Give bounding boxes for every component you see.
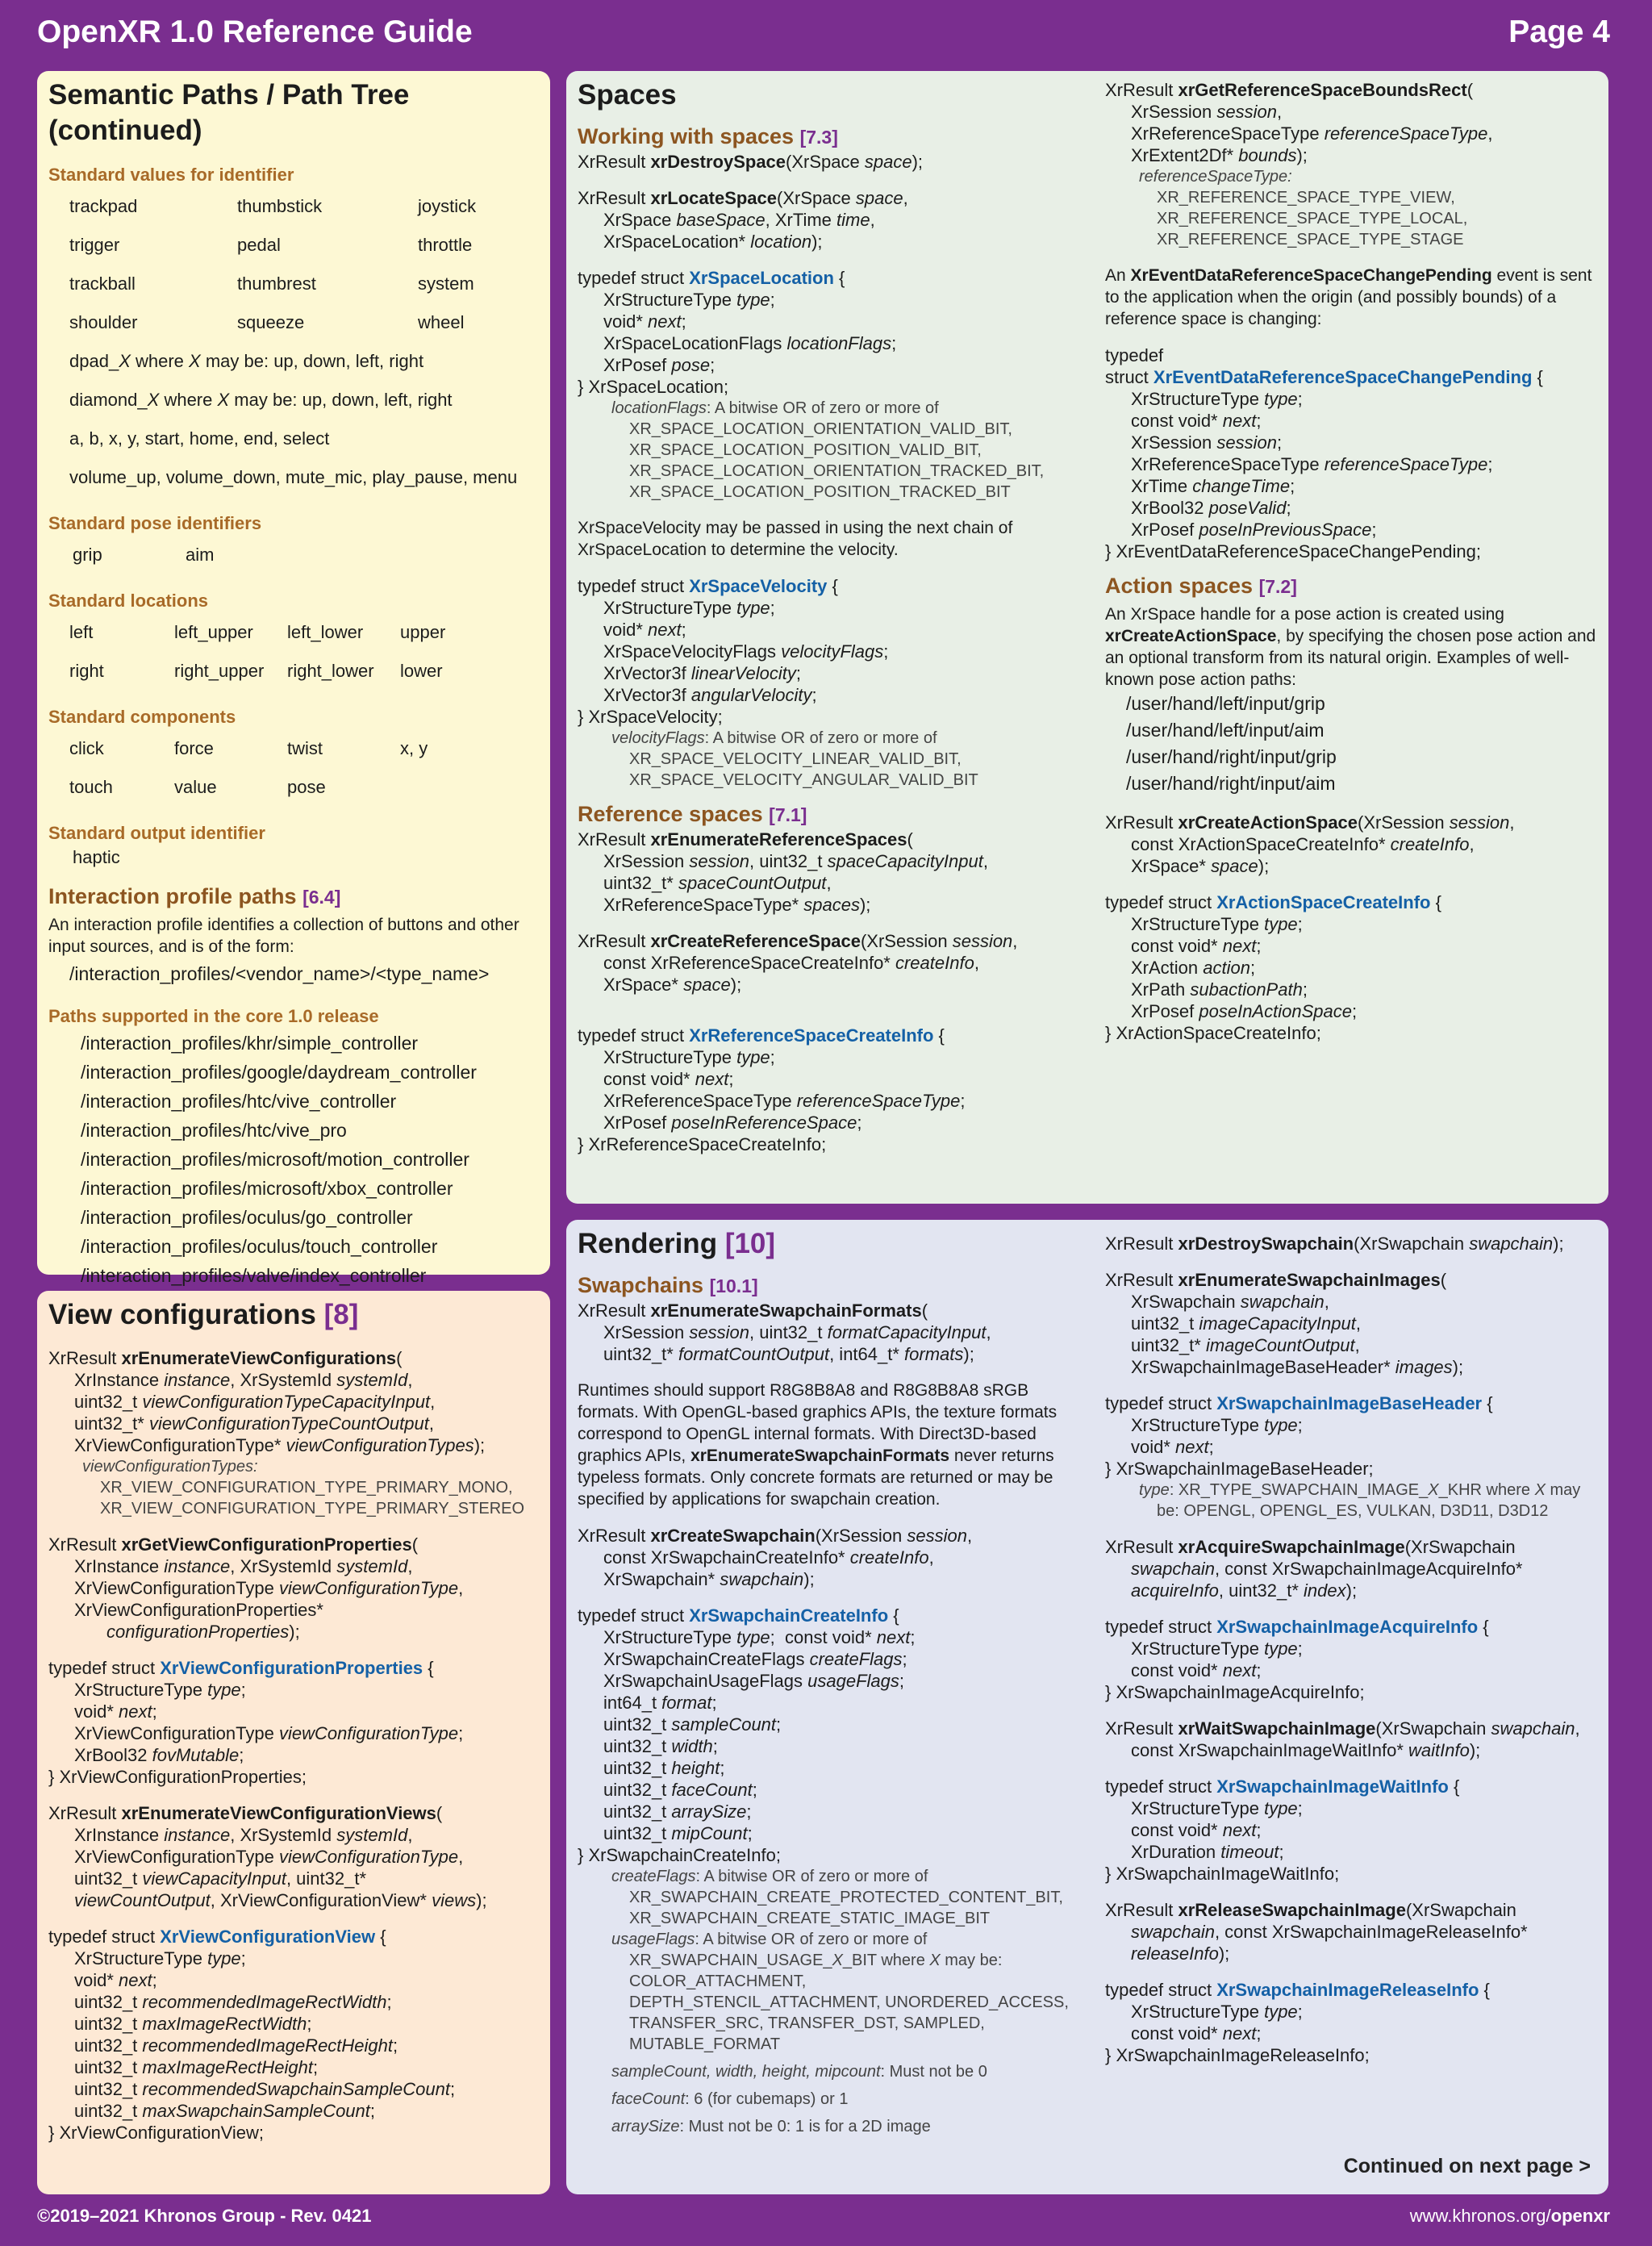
interaction-profile-path: /interaction_profiles/microsoft/xbox_controller: [81, 1178, 453, 1199]
code-line: XrSpaceLocationFlags locationFlags;: [603, 333, 897, 353]
identifier-value: joystick: [418, 196, 477, 216]
locations-grid: [69, 613, 540, 691]
code-line: XrAction action;: [1131, 958, 1256, 978]
location-value: lower: [400, 661, 443, 681]
interaction-profile-path: /interaction_profiles/google/daydream_controller: [81, 1062, 477, 1083]
code-line: } XrEventDataReferenceSpaceChangePending;: [1105, 541, 1481, 562]
code-line: const void* next;: [1131, 411, 1262, 431]
code-line: uint32_t recommendedImageRectWidth;: [74, 1992, 392, 2012]
code-line: XrResult xrLocateSpace(XrSpace space,: [578, 188, 908, 208]
code-line: const void* next;: [1131, 1820, 1262, 1840]
code-line: uint32_t arraySize;: [603, 1801, 752, 1822]
code-line: XrStructureType type;: [1131, 2002, 1303, 2022]
footer-copyright: ©2019–2021 Khronos Group - Rev. 0421: [37, 2206, 372, 2226]
code-note: XR_SPACE_VELOCITY_ANGULAR_VALID_BIT: [629, 771, 978, 789]
continued-note: Continued on next page >: [1343, 2155, 1591, 2177]
code-line: uint32_t* imageCountOutput,: [1131, 1335, 1360, 1355]
spaces-left-column: [578, 123, 1094, 1155]
code-note: XR_SPACE_VELOCITY_LINEAR_VALID_BIT,: [629, 750, 962, 768]
code-line: XrReferenceSpaceType referenceSpaceType;: [1131, 454, 1493, 474]
code-note: DEPTH_STENCIL_ATTACHMENT, UNORDERED_ACCESS,: [629, 1993, 1069, 2011]
code-line: const XrSwapchainCreateInfo* createInfo,: [603, 1547, 934, 1568]
code-line: } XrSwapchainImageBaseHeader;: [1105, 1459, 1374, 1479]
section-heading: Action spaces [7.2]: [1105, 574, 1297, 598]
panel-title: Spaces: [578, 79, 677, 111]
code-line: XrResult xrEnumerateViewConfigurationViews(: [48, 1803, 443, 1823]
section-heading: Paths supported in the core 1.0 release: [48, 1006, 379, 1026]
code-line: uint32_t imageCapacityInput,: [1131, 1313, 1361, 1334]
code-note: XR_REFERENCE_SPACE_TYPE_STAGE: [1157, 231, 1464, 248]
code-line: void* next;: [603, 620, 686, 640]
code-line: typedef struct XrSwapchainCreateInfo {: [578, 1605, 899, 1626]
code-line: XrSession session,: [1131, 102, 1283, 122]
code-line: const void* next;: [1131, 936, 1262, 956]
code-line: XrStructureType type;: [1131, 1639, 1303, 1659]
pose-action-path: /user/hand/left/input/grip: [1126, 693, 1325, 714]
rendering-right-column: [1105, 1233, 1599, 2066]
spaces-panel: [566, 71, 1608, 1204]
code-note: COLOR_ATTACHMENT,: [629, 1973, 807, 1990]
code-line: } XrSwapchainCreateInfo;: [578, 1845, 781, 1865]
code-line: void* next;: [74, 1701, 157, 1722]
description-text: XrSpaceVelocity may be passed in using the next chain of XrSpaceLocation to determine the velocity.: [578, 519, 1013, 559]
code-line: XrResult xrEnumerateSwapchainImages(: [1105, 1270, 1447, 1290]
code-line: typedef struct XrSwapchainImageWaitInfo {: [1105, 1776, 1460, 1797]
volume-line: volume_up, volume_down, mute_mic, play_pause, menu: [69, 467, 518, 487]
location-value: left_upper: [174, 622, 253, 642]
code-line: XrStructureType type; const void* next;: [603, 1627, 916, 1647]
code-line: viewCountOutput, XrViewConfigurationView* views);: [74, 1890, 487, 1910]
code-note: XR_VIEW_CONFIGURATION_TYPE_PRIMARY_MONO,: [100, 1479, 513, 1497]
section-heading: Standard locations: [48, 591, 209, 611]
pose-action-path: /user/hand/right/input/grip: [1126, 746, 1337, 767]
pose-action-path: /user/hand/right/input/aim: [1126, 773, 1336, 794]
location-value: right_upper: [174, 661, 265, 681]
identifier-grid: [69, 187, 540, 342]
code-line: XrPosef poseInPreviousSpace;: [1131, 520, 1377, 540]
code-line: uint32_t sampleCount;: [603, 1714, 782, 1735]
code-line: XrSpace baseSpace, XrTime time,: [603, 210, 875, 230]
interaction-profile-path: /interaction_profiles/khr/simple_controller: [81, 1033, 419, 1054]
identifier-value: squeeze: [237, 312, 305, 332]
component-value: value: [174, 777, 217, 797]
code-line: XrStructureType type;: [74, 1948, 246, 1968]
code-line: XrStructureType type;: [1131, 914, 1303, 934]
code-line: XrExtent2Df* bounds);: [1131, 145, 1308, 165]
identifier-value: system: [418, 273, 474, 294]
code-line: XrSession session, uint32_t formatCapacityInput,: [603, 1322, 991, 1342]
dpad-line: dpad_X where X may be: up, down, left, right: [69, 351, 424, 371]
code-line: XrStructureType type;: [1131, 1798, 1303, 1818]
code-line: XrReferenceSpaceType referenceSpaceType,: [1131, 123, 1493, 144]
code-note: sampleCount, width, height, mipcount: Must not be 0: [611, 2063, 987, 2081]
section-heading: Standard output identifier: [48, 823, 265, 843]
description-text: An XrSpace handle for a pose action is created using xrCreateActionSpace, by specifying the chosen pose action and an optional transform from its natural origin. Examples of well-known pose action paths:: [1105, 605, 1596, 689]
code-line: XrStructureType type;: [1131, 1415, 1303, 1435]
code-line: } XrSwapchainImageWaitInfo;: [1105, 1864, 1340, 1884]
location-value: left_lower: [287, 622, 364, 642]
code-note: referenceSpaceType:: [1139, 168, 1292, 186]
code-note: createFlags: A bitwise OR of zero or more of: [611, 1868, 928, 1885]
code-line: swapchain, const XrSwapchainImageReleaseInfo*: [1131, 1922, 1528, 1942]
code-note: XR_SPACE_LOCATION_ORIENTATION_VALID_BIT,: [629, 420, 1012, 438]
component-value: pose: [287, 777, 326, 797]
identifier-value: pedal: [237, 235, 281, 255]
code-line: XrResult xrReleaseSwapchainImage(XrSwapchain: [1105, 1900, 1516, 1920]
pose-grid: [73, 536, 540, 574]
code-line: XrSpaceLocation* location);: [603, 232, 823, 252]
pose-action-path: /user/hand/left/input/aim: [1126, 720, 1325, 741]
code-line: } XrViewConfigurationProperties;: [48, 1767, 307, 1787]
code-line: XrSpaceVelocityFlags velocityFlags;: [603, 641, 889, 662]
code-note: usageFlags: A bitwise OR of zero or more of: [611, 1931, 928, 1948]
code-note: XR_REFERENCE_SPACE_TYPE_VIEW,: [1157, 189, 1455, 207]
code-line: XrViewConfigurationType viewConfigurationType,: [74, 1847, 464, 1867]
code-note: XR_SPACE_LOCATION_POSITION_TRACKED_BIT: [629, 483, 1011, 501]
code-line: uint32_t recommendedSwapchainSampleCount;: [74, 2079, 456, 2099]
location-value: right: [69, 661, 104, 681]
pose-identifier: aim: [186, 545, 215, 565]
code-line: XrReferenceSpaceType referenceSpaceType;: [603, 1091, 966, 1111]
code-line: XrSpace* space);: [1131, 856, 1270, 876]
code-line: typedef struct XrViewConfigurationProperties {: [48, 1658, 434, 1678]
code-line: } XrReferenceSpaceCreateInfo;: [578, 1134, 827, 1154]
code-line: XrViewConfigurationType viewConfigurationType,: [74, 1578, 464, 1598]
ipp-form: /interaction_profiles/<vendor_name>/<type_name>: [69, 963, 490, 984]
code-line: XrResult xrEnumerateSwapchainFormats(: [578, 1300, 928, 1321]
code-line: XrResult xrWaitSwapchainImage(XrSwapchain swapchain,: [1105, 1718, 1580, 1739]
code-line: XrResult xrEnumerateViewConfigurations(: [48, 1348, 403, 1368]
ipp-description: An interaction profile identifies a collection of buttons and other input sources, and is of the form:: [48, 916, 519, 956]
code-line: typedef struct XrSwapchainImageAcquireInfo {: [1105, 1617, 1489, 1637]
identifier-value: trackball: [69, 273, 136, 294]
code-line: XrResult xrGetViewConfigurationProperties(: [48, 1534, 419, 1555]
code-line: XrVector3f angularVelocity;: [603, 685, 817, 705]
code-line: XrReferenceSpaceType* spaces);: [603, 895, 871, 915]
pose-identifier: grip: [73, 545, 102, 565]
identifier-value: wheel: [418, 312, 465, 332]
interaction-profile-path: /interaction_profiles/htc/vive_pro: [81, 1120, 347, 1141]
code-line: XrBool32 fovMutable;: [74, 1745, 244, 1765]
panel-title: Semantic Paths / Path Tree (continued): [48, 79, 410, 146]
keys-line: a, b, x, y, start, home, end, select: [69, 428, 330, 449]
code-line: XrSwapchainImageBaseHeader* images);: [1131, 1357, 1464, 1377]
code-line: XrSwapchainUsageFlags usageFlags;: [603, 1671, 905, 1691]
identifier-value: thumbrest: [237, 273, 316, 294]
code-note: MUTABLE_FORMAT: [629, 2035, 781, 2053]
code-line: XrResult xrCreateReferenceSpace(XrSession session,: [578, 931, 1018, 951]
code-note: locationFlags: A bitwise OR of zero or more of: [611, 399, 939, 417]
description-text: An XrEventDataReferenceSpaceChangePending event is sent to the application when the origin (and possibly bounds) of a reference space is changing:: [1105, 266, 1592, 328]
identifier-value: thumbstick: [237, 196, 323, 216]
code-note: XR_SWAPCHAIN_CREATE_STATIC_IMAGE_BIT: [629, 1910, 991, 1927]
code-line: typedef: [1105, 345, 1164, 365]
code-line: } XrSpaceVelocity;: [578, 707, 723, 727]
code-line: XrResult xrDestroySpace(XrSpace space);: [578, 152, 924, 172]
code-line: XrViewConfigurationType* viewConfigurationTypes);: [74, 1435, 486, 1455]
interaction-profile-path: /interaction_profiles/valve/index_controller: [81, 1265, 427, 1286]
code-line: } XrSwapchainImageAcquireInfo;: [1105, 1682, 1365, 1702]
code-line: uint32_t maxImageRectWidth;: [74, 2014, 312, 2034]
code-note: XR_VIEW_CONFIGURATION_TYPE_PRIMARY_STEREO: [100, 1500, 525, 1518]
code-line: uint32_t viewCapacityInput, uint32_t*: [74, 1868, 367, 1889]
code-line: XrVector3f linearVelocity;: [603, 663, 801, 683]
code-line: XrStructureType type;: [603, 1047, 775, 1067]
code-note: velocityFlags: A bitwise OR of zero or more of: [611, 729, 937, 747]
code-line: XrResult xrEnumerateReferenceSpaces(: [578, 829, 913, 850]
code-line: void* next;: [1131, 1437, 1214, 1457]
code-note: be: OPENGL, OPENGL_ES, VULKAN, D3D11, D3D12: [1157, 1502, 1549, 1520]
diamond-line: diamond_X where X may be: up, down, left, right: [69, 390, 453, 410]
footer-url[interactable]: www.khronos.org/openxr: [1409, 2206, 1610, 2226]
location-value: upper: [400, 622, 446, 642]
panel-title: View configurations [8]: [48, 1299, 359, 1330]
code-line: typedef struct XrActionSpaceCreateInfo {: [1105, 892, 1441, 912]
code-note: XR_SWAPCHAIN_CREATE_PROTECTED_CONTENT_BIT,: [629, 1889, 1063, 1906]
code-line: int64_t format;: [603, 1693, 717, 1713]
code-line: uint32_t recommendedImageRectHeight;: [74, 2035, 398, 2056]
code-line: XrInstance instance, XrSystemId systemId,: [74, 1825, 413, 1845]
component-value: x, y: [400, 738, 428, 758]
code-line: XrSession session, uint32_t spaceCapacityInput,: [603, 851, 988, 871]
ipp-heading: Interaction profile paths [6.4]: [48, 884, 341, 908]
identifier-value: trackpad: [69, 196, 138, 216]
code-note: XR_SPACE_LOCATION_POSITION_VALID_BIT,: [629, 441, 982, 459]
section-heading: Standard pose identifiers: [48, 513, 262, 533]
description-text: Runtimes should support R8G8B8A8 and R8G8B8A8 sRGB formats. With OpenGL-based graphics APIs, the texture formats correspond to OpenGL internal formats. With Direct3D-based graphics APIs, xrEnumerateSwapchainFormats never returns typeless formats. Only concrete formats are returned or may be specified by applications for swapchain creation.: [578, 1381, 1058, 1509]
code-line: releaseInfo);: [1131, 1943, 1230, 1964]
code-line: const XrActionSpaceCreateInfo* createInfo,: [1131, 834, 1475, 854]
code-line: configurationProperties);: [106, 1622, 300, 1642]
view-configurations-panel: [37, 1291, 550, 2194]
code-line: uint32_t maxImageRectHeight;: [74, 2057, 319, 2077]
location-value: right_lower: [287, 661, 374, 681]
identifier-value: trigger: [69, 235, 120, 255]
component-value: touch: [69, 777, 113, 797]
code-line: XrResult xrCreateSwapchain(XrSession session,: [578, 1526, 973, 1546]
code-line: XrPosef poseInReferenceSpace;: [603, 1113, 862, 1133]
code-line: uint32_t viewConfigurationTypeCapacityInput,: [74, 1392, 436, 1412]
code-line: XrViewConfigurationProperties*: [74, 1600, 323, 1620]
code-line: } XrSpaceLocation;: [578, 377, 729, 397]
code-line: XrBool32 poseValid;: [1131, 498, 1291, 518]
code-line: XrResult xrCreateActionSpace(XrSession session,: [1105, 812, 1515, 833]
code-line: uint32_t maxSwapchainSampleCount;: [74, 2101, 376, 2121]
code-line: XrTime changeTime;: [1131, 476, 1295, 496]
code-line: XrPath subactionPath;: [1131, 979, 1308, 1000]
section-heading: Working with spaces [7.3]: [578, 124, 838, 148]
page-title: OpenXR 1.0 Reference Guide: [37, 15, 473, 49]
code-line: XrResult xrAcquireSwapchainImage(XrSwapchain: [1105, 1537, 1516, 1557]
code-line: XrStructureType type;: [74, 1680, 246, 1700]
code-line: XrSwapchain* swapchain);: [603, 1569, 815, 1589]
code-line: typedef struct XrViewConfigurationView {: [48, 1927, 386, 1947]
rendering-left-column: [578, 1271, 1094, 2137]
code-line: uint32_t* viewConfigurationTypeCountOutput,: [74, 1413, 434, 1434]
code-note: viewConfigurationTypes:: [82, 1458, 258, 1476]
semantic-paths-panel: [37, 71, 550, 1286]
component-value: twist: [287, 738, 323, 758]
code-line: typedef struct XrSpaceVelocity {: [578, 576, 838, 596]
code-line: uint32_t mipCount;: [603, 1823, 753, 1843]
code-line: XrViewConfigurationType viewConfigurationType;: [74, 1723, 464, 1743]
code-line: } XrSwapchainImageReleaseInfo;: [1105, 2045, 1370, 2065]
code-line: struct XrEventDataReferenceSpaceChangePending {: [1105, 367, 1543, 387]
code-line: XrInstance instance, XrSystemId systemId,: [74, 1556, 413, 1576]
location-value: left: [69, 622, 94, 642]
code-line: XrDuration timeout;: [1131, 1842, 1284, 1862]
code-line: XrStructureType type;: [603, 290, 775, 310]
output-identifier: haptic: [73, 847, 120, 867]
code-line: typedef struct XrSwapchainImageReleaseInfo {: [1105, 1980, 1490, 2000]
code-line: } XrViewConfigurationView;: [48, 2123, 265, 2143]
interaction-profile-path: /interaction_profiles/htc/vive_controller: [81, 1091, 397, 1112]
code-line: uint32_t height;: [603, 1758, 725, 1778]
identifier-value: throttle: [418, 235, 473, 255]
code-line: XrInstance instance, XrSystemId systemId,: [74, 1370, 413, 1390]
code-line: } XrActionSpaceCreateInfo;: [1105, 1023, 1321, 1043]
spaces-right-column: [1105, 79, 1599, 1044]
code-note: XR_SWAPCHAIN_USAGE_X_BIT where X may be:: [629, 1952, 1003, 1969]
code-line: XrResult xrDestroySwapchain(XrSwapchain swapchain);: [1105, 1234, 1564, 1254]
code-line: const void* next;: [603, 1069, 734, 1089]
code-line: XrStructureType type;: [603, 598, 775, 618]
code-line: XrSwapchainCreateFlags createFlags;: [603, 1649, 907, 1669]
code-line: acquireInfo, uint32_t* index);: [1131, 1580, 1358, 1601]
code-line: typedef struct XrSpaceLocation {: [578, 268, 845, 288]
panel-title: Rendering [10]: [578, 1228, 776, 1259]
interaction-profile-path: /interaction_profiles/microsoft/motion_controller: [81, 1149, 469, 1170]
code-line: uint32_t width;: [603, 1736, 718, 1756]
component-value: force: [174, 738, 214, 758]
component-value: click: [69, 738, 104, 758]
section-heading: Reference spaces [7.1]: [578, 802, 807, 826]
code-line: const XrSwapchainImageWaitInfo* waitInfo);: [1131, 1740, 1481, 1760]
interaction-profile-path: /interaction_profiles/oculus/go_controller: [81, 1207, 413, 1228]
code-line: const XrReferenceSpaceCreateInfo* createInfo,: [603, 953, 979, 973]
code-line: typedef struct XrReferenceSpaceCreateInfo {: [578, 1025, 945, 1046]
code-line: XrResult xrGetReferenceSpaceBoundsRect(: [1105, 80, 1474, 100]
section-heading: Swapchains [10.1]: [578, 1273, 758, 1297]
page-number: Page 4: [1508, 15, 1610, 49]
section-heading: Standard values for identifier: [48, 165, 294, 185]
code-line: void* next;: [603, 311, 686, 332]
code-line: uint32_t* spaceCountOutput,: [603, 873, 832, 893]
section-heading: Standard components: [48, 707, 236, 727]
rendering-panel: [566, 1220, 1608, 2194]
code-line: swapchain, const XrSwapchainImageAcquireInfo*: [1131, 1559, 1523, 1579]
code-line: typedef struct XrSwapchainImageBaseHeader {: [1105, 1393, 1493, 1413]
code-line: XrSwapchain swapchain,: [1131, 1292, 1329, 1312]
code-line: XrPosef poseInActionSpace;: [1131, 1001, 1358, 1021]
identifier-value: shoulder: [69, 312, 138, 332]
code-line: void* next;: [74, 1970, 157, 1990]
view-code: [48, 1347, 540, 2144]
code-line: XrSession session;: [1131, 432, 1283, 453]
page-header: [0, 0, 1652, 73]
code-line: uint32_t faceCount;: [603, 1780, 757, 1800]
components-grid: [69, 729, 540, 807]
code-line: XrSpace* space);: [603, 975, 742, 995]
code-line: XrStructureType type;: [1131, 389, 1303, 409]
code-note: TRANSFER_SRC, TRANSFER_DST, SAMPLED,: [629, 2014, 985, 2032]
code-note: XR_SPACE_LOCATION_ORIENTATION_TRACKED_BIT,: [629, 462, 1045, 480]
code-note: XR_REFERENCE_SPACE_TYPE_LOCAL,: [1157, 210, 1468, 228]
code-note: faceCount: 6 (for cubemaps) or 1: [611, 2090, 849, 2108]
code-line: uint32_t* formatCountOutput, int64_t* formats);: [603, 1344, 974, 1364]
code-note: type: XR_TYPE_SWAPCHAIN_IMAGE_X_KHR where X may: [1139, 1481, 1581, 1499]
code-line: XrPosef pose;: [603, 355, 715, 375]
paths-list: [48, 1029, 540, 1290]
code-note: arraySize: Must not be 0: 1 is for a 2D image: [611, 2118, 931, 2135]
interaction-profile-path: /interaction_profiles/oculus/touch_controller: [81, 1236, 438, 1257]
code-line: const void* next;: [1131, 2023, 1262, 2044]
code-line: const void* next;: [1131, 1660, 1262, 1680]
